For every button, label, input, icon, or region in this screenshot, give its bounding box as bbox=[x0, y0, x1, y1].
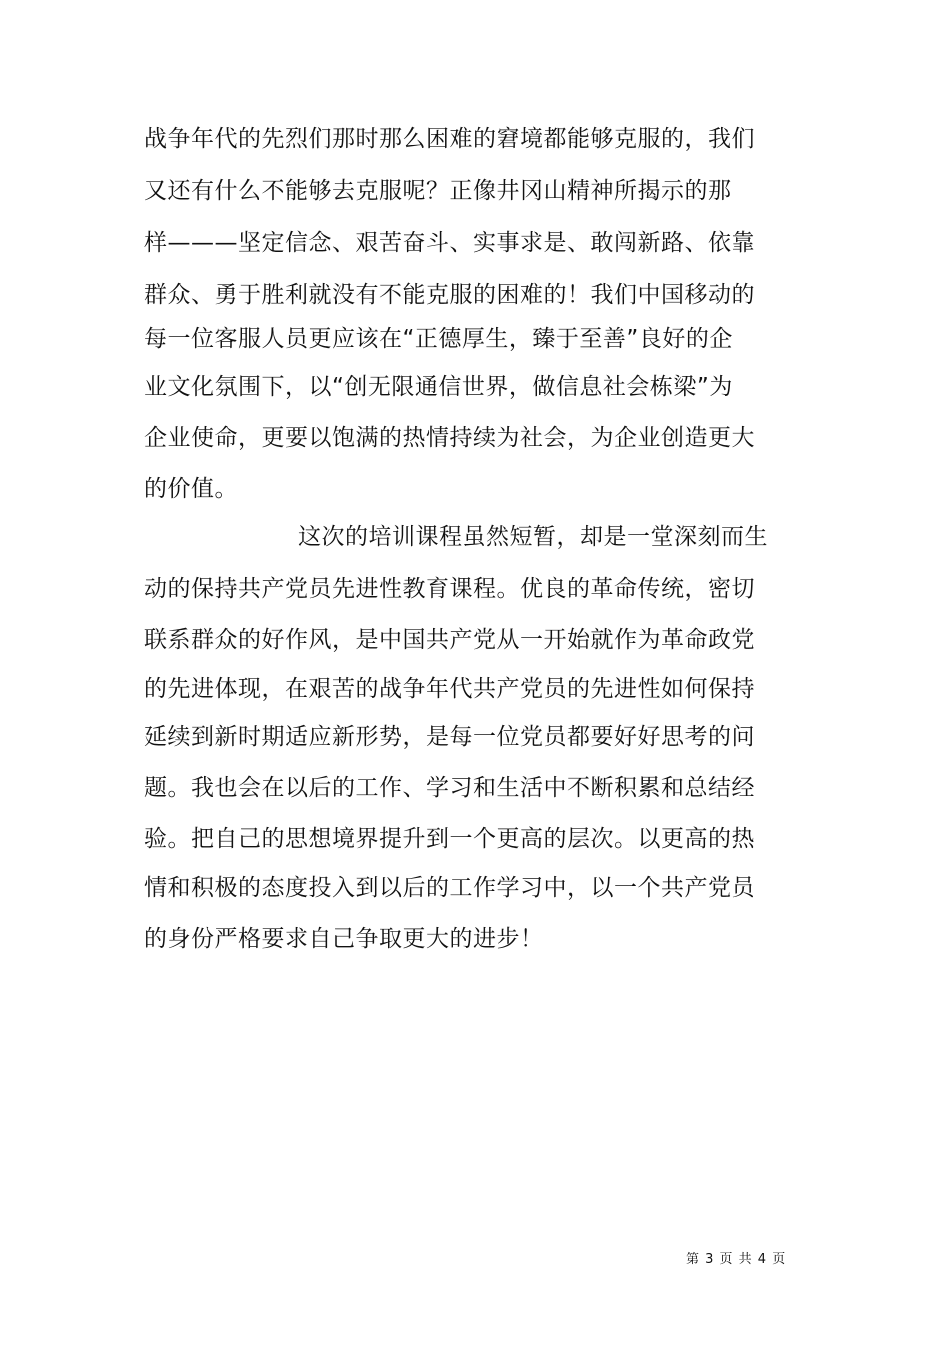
text-line: 题。我也会在以后的工作、学习和生活中不断积累和总结经 bbox=[144, 775, 755, 801]
text-line: 联系群众的好作风，是中国共产党从一开始就作为革命政党 bbox=[144, 627, 755, 653]
text-line: 的身份严格要求自己争取更大的进步！ bbox=[144, 926, 544, 952]
text-line: 动的保持共产党员先进性教育课程。优良的革命传统，密切 bbox=[144, 576, 755, 602]
text-line: 群众、勇于胜利就没有不能克服的困难的！我们中国移动的 bbox=[144, 282, 755, 308]
text-line: 的先进体现，在艰苦的战争年代共产党员的先进性如何保持 bbox=[144, 676, 755, 702]
text-line: 每一位客服人员更应该在“正德厚生，臻于至善”良好的企 bbox=[144, 326, 733, 352]
paragraph-start-line: 这次的培训课程虽然短暂，却是一堂深刻而生 bbox=[298, 524, 768, 550]
text-line: 延续到新时期适应新形势，是每一位党员都要好好思考的问 bbox=[144, 724, 755, 750]
text-line: 情和积极的态度投入到以后的工作学习中，以一个共产党员 bbox=[144, 875, 755, 901]
text-line: 业文化氛围下，以“创无限通信世界，做信息社会栋梁”为 bbox=[144, 374, 733, 400]
text-line: 样———坚定信念、艰苦奋斗、实事求是、敢闯新路、依靠 bbox=[144, 230, 755, 256]
text-line: 又还有什么不能够去克服呢？正像井冈山精神所揭示的那 bbox=[144, 178, 732, 204]
page-number-footer: 第 3 页 共 4 页 bbox=[686, 1252, 787, 1267]
text-line: 企业使命，更要以饱满的热情持续为社会，为企业创造更大 bbox=[144, 425, 755, 451]
text-line: 战争年代的先烈们那时那么困难的窘境都能够克服的，我们 bbox=[144, 126, 755, 152]
text-line: 验。把自己的思想境界提升到一个更高的层次。以更高的热 bbox=[144, 826, 755, 852]
text-line: 的价值。 bbox=[144, 476, 238, 502]
